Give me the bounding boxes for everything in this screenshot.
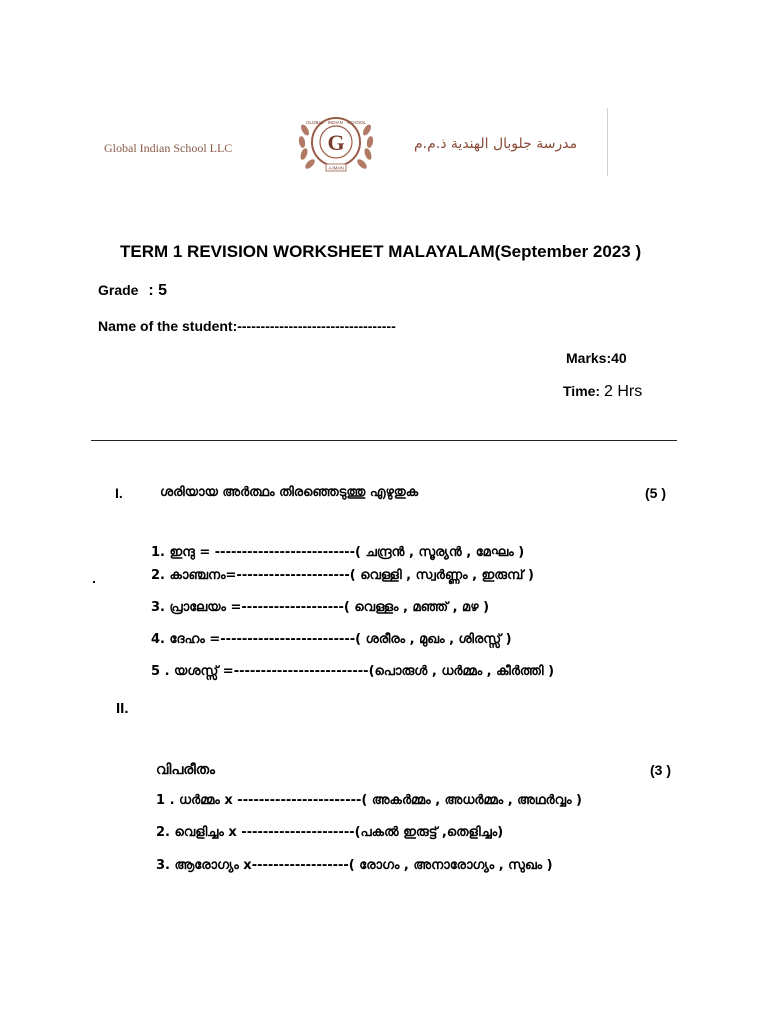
school-name-arabic: مدرسة جلوبال الهندية ذ.م.م bbox=[414, 136, 578, 152]
stray-mark: . bbox=[92, 570, 96, 586]
section-1-numeral: I. bbox=[115, 485, 123, 501]
marks-label: Marks:40 bbox=[566, 350, 627, 366]
grade-label: Grade bbox=[98, 282, 139, 298]
section-2-marks: (3 ) bbox=[650, 762, 671, 778]
section-2-question: 2. വെളിച്ചം x ---------------------(പകൽ ഇരുട്ട് ,തെളിച്ചം) bbox=[156, 825, 504, 840]
section-1-question: 1. ഇന്ദു = --------------------------( ചന്ദ്രൻ , സൂര്യൻ , മേഘം ) bbox=[151, 545, 525, 560]
logo-letter: G bbox=[327, 130, 345, 155]
section-1-marks: (5 ) bbox=[645, 485, 666, 501]
letterhead-divider bbox=[607, 108, 608, 176]
student-name-line bbox=[98, 318, 396, 334]
section-1-question: 3. പ്രാലേയം =-------------------( വെള്ളം , മഞ്ഞ് , മഴ ) bbox=[151, 600, 490, 615]
time-line bbox=[563, 383, 642, 401]
worksheet-title: TERM 1 REVISION WORKSHEET MALAYALAM(September 2023 ) bbox=[120, 242, 642, 261]
section-2-question: 1 . ധർമ്മം x -----------------------( അകർമ്മം , അധർമ്മം , അഥർവ്വം ) bbox=[156, 793, 582, 808]
section-1-heading: ശരിയായ അർത്ഥം തിരഞ്ഞെടുത്തു എഴുതുക bbox=[160, 485, 419, 500]
letterhead bbox=[96, 108, 608, 176]
section-1-question: 5 . യശസ്സ് =-------------------------(പൊരുൾ , ധർമ്മം , കീർത്തി ) bbox=[151, 664, 555, 679]
section-1-question: 4. ദേഹം =-------------------------( ശരീരം , മുഖം , ശിരസ്സ് ) bbox=[151, 632, 512, 647]
logo-ring-text: GLOBAL · INDIAN · SCHOOL bbox=[305, 120, 367, 125]
section-2-question: 3. ആരോഗ്യം x------------------( രോഗം , അനാരോഗ്യം , സുഖം ) bbox=[156, 858, 553, 873]
section-2-numeral: II. bbox=[116, 700, 129, 717]
header-divider bbox=[91, 440, 677, 441]
student-name-label: Name of the student: bbox=[98, 318, 238, 334]
grade-line bbox=[98, 282, 167, 300]
school-name-english: Global Indian School LLC bbox=[104, 141, 233, 155]
logo-base-text: AJMAN bbox=[328, 165, 344, 171]
school-logo-icon bbox=[296, 112, 376, 176]
time-label: Time: bbox=[563, 383, 601, 399]
section-1-question: 2. കാഞ്ചനം=---------------------( വെള്ളി , സ്വർണ്ണം , ഇരുമ്പ് ) bbox=[151, 568, 534, 583]
student-name-blank: ---------------------------------- bbox=[237, 318, 396, 334]
section-2-heading: വിപരീതം bbox=[156, 762, 216, 778]
grade-value: : 5 bbox=[148, 282, 168, 299]
time-value: 2 Hrs bbox=[603, 383, 643, 400]
